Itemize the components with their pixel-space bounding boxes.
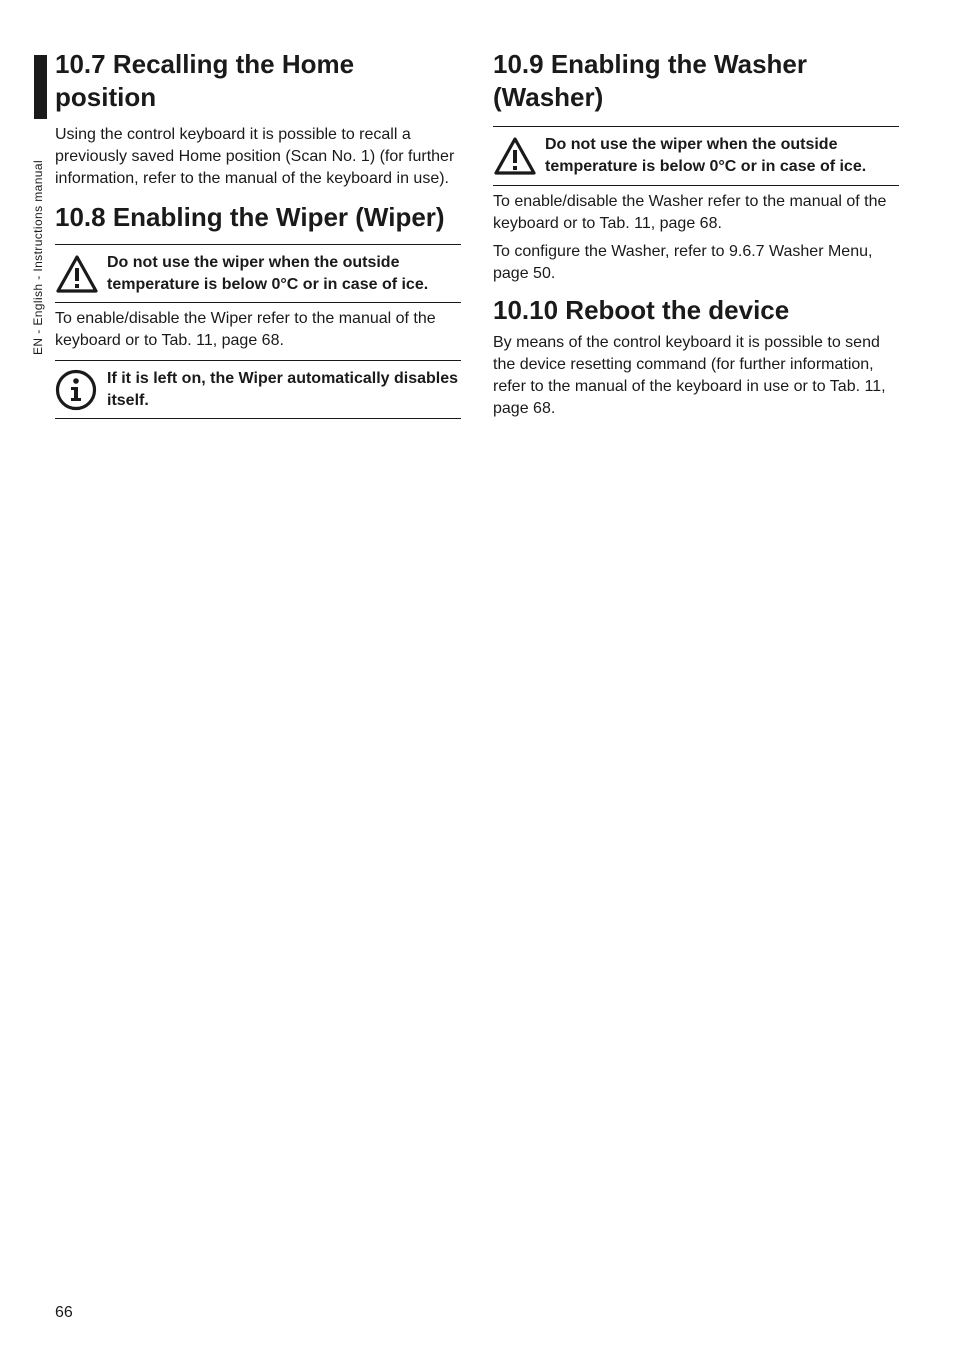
heading-10-8: 10.8 Enabling the Wiper (Wiper) [55,202,445,232]
page-number: 66 [55,1304,73,1321]
right-column [493,48,899,420]
warning-triangle-icon [55,254,99,294]
warning-note-washer [493,126,899,186]
warning-text-wiper: Do not use the wiper when the outside temperature is below 0°C or in case of ice. [107,253,429,293]
left-column [55,48,461,419]
warning-note-wiper [55,244,461,303]
paragraph-10-9-a: To enable/disable the Washer refer to the manual of the keyboard or to Tab. 11, page 68. [493,193,887,232]
paragraph-10-7: Using the control keyboard it is possible to recall a previously saved Home position (Scan No. 1) (for further information, refer to the manual of the keyboard in use). [55,126,455,187]
info-circle-icon [55,369,97,411]
side-label: EN - English - Instructions manual [31,159,45,355]
warning-text-washer: Do not use the wiper when the outside temperature is below 0°C or in case of ice. [545,136,867,175]
warning-triangle-icon [493,136,537,176]
heading-10-7: 10.7 Recalling the Home position [55,49,355,112]
section-marker-bar [34,55,47,119]
paragraph-10-10: By means of the control keyboard it is possible to send the device resetting command (for further information, refer to the manual of the keyboard in use or to Tab. 11, page 68. [493,334,886,417]
paragraph-10-8: To enable/disable the Wiper refer to the manual of the keyboard or to Tab. 11, page 68. [55,310,436,349]
info-text-wiper: If it is left on, the Wiper automatically disables itself. [107,369,459,409]
heading-10-9: 10.9 Enabling the Washer (Washer) [493,49,808,112]
heading-10-10: 10.10 Reboot the device [493,295,790,325]
paragraph-10-9-b: To configure the Washer, refer to 9.6.7 Washer Menu, page 50. [493,243,873,282]
info-note-wiper [55,360,461,419]
